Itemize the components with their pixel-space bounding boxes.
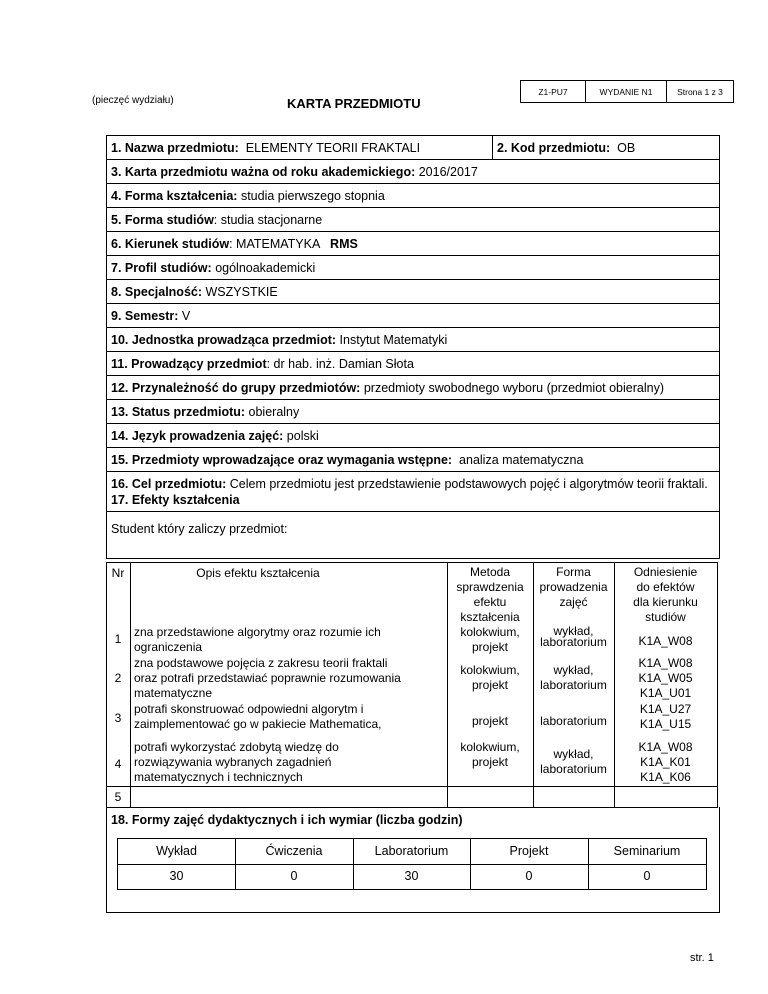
row-4-odniesienie: K1A_W08 K1A_K01 K1A_K06: [638, 740, 693, 784]
hours-header-projekt: Projekt: [509, 844, 549, 858]
document-edition: WYDANIE N1: [586, 81, 667, 102]
hours-value-cwiczenia: 0: [290, 869, 298, 883]
document-code: Z1-PU7: [521, 81, 586, 102]
hours-header-seminarium: Seminarium: [613, 844, 681, 858]
page-number: str. 1: [690, 952, 714, 964]
col-header-odniesienie: Odniesienie do efektów dla kierunku studiów: [633, 565, 698, 624]
hours-value-projekt: 0: [525, 869, 533, 883]
field-unit: 10. Jednostka prowadząca przedmiot: Instytut Matematyki: [107, 328, 719, 352]
hours-value-seminarium: 0: [643, 869, 651, 883]
course-card-form: [106, 135, 720, 559]
field-learning-outcomes-heading: 17. Efekty kształcenia: [111, 493, 240, 507]
field-education-form: 4. Forma kształcenia: studia pierwszego stopnia: [107, 184, 719, 208]
faculty-stamp: (pieczęć wydziału): [92, 95, 174, 106]
field-study-profile: 7. Profil studiów: ogólnoakademicki: [107, 256, 719, 280]
hours-header-cwiczenia: Ćwiczenia: [265, 844, 323, 858]
row-5-nr: 5: [114, 790, 122, 804]
page-title: KARTA PRZEDMIOTU: [287, 96, 421, 111]
field-academic-year: 3. Karta przedmiotu ważna od roku akademickiego: 2016/2017: [107, 160, 719, 184]
row-2-opis: zna podstawowe pojęcia z zakresu teorii fraktali oraz potrafi przedstawiać poprawnie rozumowania matematyczne: [134, 656, 401, 700]
row-2-odniesienie: K1A_W08 K1A_W05 K1A_U01: [638, 656, 693, 700]
row-3-nr: 3: [114, 711, 122, 725]
class-forms-heading: 18. Formy zajęć dydaktycznych i ich wymiar (liczba godzin): [111, 813, 463, 827]
row-4-opis: potrafi wykorzystać zdobytą wiedzę do rozwiązywania wybranych zagadnień matematycznych i technicznych: [134, 740, 339, 784]
row-2-forma: wykład, laboratorium: [540, 663, 607, 692]
field-lecturer: 11. Prowadzący przedmiot: dr hab. inż. Damian Słota: [107, 352, 719, 376]
field-row-1-2: [107, 136, 719, 160]
row-3-odniesienie: K1A_U27 K1A_U15: [639, 702, 692, 731]
row-3-forma: laboratorium: [540, 714, 607, 728]
field-study-mode: 5. Forma studiów: studia stacjonarne: [107, 208, 719, 232]
field-course-name: 1. Nazwa przedmiotu: ELEMENTY TEORII FRAKTALI: [107, 136, 493, 159]
class-hours-table: [117, 838, 707, 890]
row-4-forma: wykład, laboratorium: [540, 747, 607, 776]
document-code-table: [520, 80, 734, 103]
learning-outcomes-table: [106, 562, 718, 807]
field-specialty: 8. Specjalność: WSZYSTKIE: [107, 280, 719, 304]
hours-value-wyklad: 30: [169, 869, 184, 883]
row-1-forma: wykład, laboratorium: [540, 624, 607, 649]
field-course-goal: 16. Cel przedmiotu: Celem przedmiotu jest przedstawienie podstawowych pojęć i algorytmów teorii fraktali. 17. Efekty kształcenia: [111, 477, 708, 507]
row-3-opis: potrafi skonstruować odpowiedni algorytm i zaimplementować go w pakiecie Mathematica,: [134, 702, 382, 731]
col-header-forma: Forma prowadzenia zajęć: [539, 565, 608, 609]
row-2-metoda: kolokwium, projekt: [460, 663, 520, 692]
row-1-opis: zna przedstawione algorytmy oraz rozumie ich ograniczenia: [134, 625, 381, 654]
document-page-info: Strona 1 z 3: [677, 86, 723, 97]
field-course-status: 13. Status przedmiotu: obieralny: [107, 400, 719, 424]
row-2-nr: 2: [114, 671, 122, 685]
field-course-group: 12. Przynależność do grupy przedmiotów: przedmioty swobodnego wyboru (przedmiot obieralny): [107, 376, 719, 400]
hours-value-laboratorium: 30: [404, 869, 419, 883]
field-language: 14. Język prowadzenia zajęć: polski: [107, 424, 719, 448]
hours-header-wyklad: Wykład: [156, 844, 197, 858]
row-1-nr: 1: [114, 632, 122, 646]
field-field-of-study: 6. Kierunek studiów: MATEMATYKA RMS: [107, 232, 719, 256]
row-1-metoda: kolokwium, projekt: [460, 625, 520, 654]
col-header-nr: Nr: [111, 566, 125, 580]
row-1-odniesienie: K1A_W08: [638, 634, 693, 648]
col-header-metoda: Metoda sprawdzenia efektu kształcenia: [456, 565, 524, 624]
hours-header-laboratorium: Laboratorium: [374, 844, 449, 858]
row-4-nr: 4: [114, 757, 122, 771]
col-header-opis: Opis efektu kształcenia: [196, 566, 320, 580]
field-course-code: 2. Kod przedmiotu: OB: [497, 141, 636, 155]
row-3-metoda: projekt: [471, 714, 509, 728]
field-prerequisites: 15. Przedmioty wprowadzające oraz wymagania wstępne: analiza matematyczna: [107, 448, 719, 472]
field-semester: 9. Semestr: V: [107, 304, 719, 328]
learning-outcomes-intro: Student który zaliczy przedmiot:: [107, 511, 719, 558]
row-4-metoda: kolokwium, projekt: [460, 740, 520, 769]
